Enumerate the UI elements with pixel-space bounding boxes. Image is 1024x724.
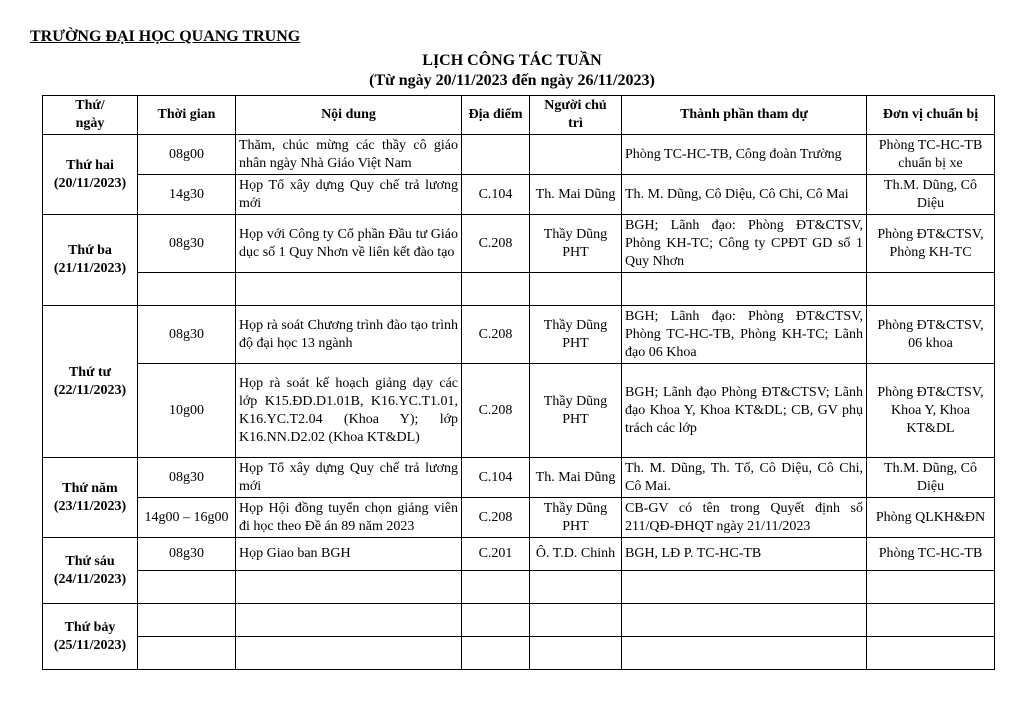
col-host-header: Người chủ trì xyxy=(530,96,622,135)
time-cell: 08g30 xyxy=(138,306,236,364)
time-cell: 14g00 – 16g00 xyxy=(138,498,236,538)
content-cell: Họp với Công ty Cổ phần Đầu tư Giáo dục số 1 Quy Nhơn về liên kết đào tạo xyxy=(236,215,462,273)
empty-cell xyxy=(138,571,236,604)
prep-cell: Th.M. Dũng, Cô Diệu xyxy=(867,175,995,215)
content-cell: Họp rà soát Chương trình đào tạo trình độ đại học 13 ngành xyxy=(236,306,462,364)
empty-cell xyxy=(462,604,530,637)
time-cell: 08g00 xyxy=(138,135,236,175)
day-cell: Thứ ba (21/11/2023) xyxy=(43,215,138,306)
participants-cell: BGH, LĐ P. TC-HC-TB xyxy=(622,538,867,571)
empty-cell xyxy=(622,637,867,670)
table-row xyxy=(43,215,995,273)
prep-cell: Th.M. Dũng, Cô Diệu xyxy=(867,458,995,498)
empty-row xyxy=(43,273,995,306)
table-row xyxy=(43,538,995,571)
day-cell: Thứ tư (22/11/2023) xyxy=(43,306,138,458)
table-header-row xyxy=(43,96,995,135)
empty-row xyxy=(43,637,995,670)
participants-cell: Phòng TC-HC-TB, Công đoàn Trường xyxy=(622,135,867,175)
empty-cell xyxy=(236,604,462,637)
content-cell: Họp Tổ xây dựng Quy chế trả lương mới xyxy=(236,175,462,215)
place-cell: C.104 xyxy=(462,458,530,498)
place-cell xyxy=(462,135,530,175)
day-cell: Thứ hai (20/11/2023) xyxy=(43,135,138,215)
table-row xyxy=(43,306,995,364)
empty-cell xyxy=(867,604,995,637)
col-participants-header: Thành phần tham dự xyxy=(622,96,867,135)
empty-cell xyxy=(138,604,236,637)
day-cell: Thứ bảy (25/11/2023) xyxy=(43,604,138,670)
col-prep-header: Đơn vị chuẩn bị xyxy=(867,96,995,135)
content-cell: Họp Giao ban BGH xyxy=(236,538,462,571)
empty-cell xyxy=(622,571,867,604)
place-cell: C.208 xyxy=(462,215,530,273)
empty-cell xyxy=(867,273,995,306)
host-cell: Thầy Dũng PHT xyxy=(530,215,622,273)
empty-cell xyxy=(867,637,995,670)
empty-cell xyxy=(138,637,236,670)
host-cell: Thầy Dũng PHT xyxy=(530,364,622,458)
time-cell: 08g30 xyxy=(138,458,236,498)
empty-cell xyxy=(530,571,622,604)
table-row xyxy=(43,175,995,215)
page-title: LỊCH CÔNG TÁC TUẦN xyxy=(422,52,602,69)
empty-cell xyxy=(530,273,622,306)
host-cell: Th. Mai Dũng xyxy=(530,175,622,215)
empty-cell xyxy=(622,273,867,306)
day-cell: Thứ sáu (24/11/2023) xyxy=(43,538,138,604)
empty-row xyxy=(43,571,995,604)
col-place-header: Địa điểm xyxy=(462,96,530,135)
empty-cell xyxy=(462,273,530,306)
prep-cell: Phòng TC-HC-TB chuẩn bị xe xyxy=(867,135,995,175)
empty-cell xyxy=(530,604,622,637)
prep-cell: Phòng ĐT&CTSV, Khoa Y, Khoa KT&DL xyxy=(867,364,995,458)
host-cell: Th. Mai Dũng xyxy=(530,458,622,498)
time-cell: 08g30 xyxy=(138,538,236,571)
host-cell xyxy=(530,135,622,175)
col-time-header: Thời gian xyxy=(138,96,236,135)
empty-cell xyxy=(867,571,995,604)
empty-cell xyxy=(622,604,867,637)
participants-cell: BGH; Lãnh đạo: Phòng ĐT&CTSV, Phòng TC-HC-TB, Phòng KH-TC; Lãnh đạo 06 Khoa xyxy=(622,306,867,364)
time-cell: 14g30 xyxy=(138,175,236,215)
participants-cell: BGH; Lãnh đạo Phòng ĐT&CTSV; Lãnh đạo Khoa Y, Khoa KT&DL; CB, GV phụ trách các lớp xyxy=(622,364,867,458)
host-cell: Thầy Dũng PHT xyxy=(530,306,622,364)
host-cell: Thầy Dũng PHT xyxy=(530,498,622,538)
empty-cell xyxy=(462,637,530,670)
table-row xyxy=(43,604,995,637)
participants-cell: BGH; Lãnh đạo: Phòng ĐT&CTSV, Phòng KH-TC; Công ty CPĐT GD số 1 Quy Nhơn xyxy=(622,215,867,273)
page-subtitle: (Từ ngày 20/11/2023 đến ngày 26/11/2023) xyxy=(369,72,655,89)
prep-cell: Phòng ĐT&CTSV, 06 khoa xyxy=(867,306,995,364)
empty-cell xyxy=(236,571,462,604)
day-cell: Thứ năm (23/11/2023) xyxy=(43,458,138,538)
table-row xyxy=(43,458,995,498)
participants-cell: Th. M. Dũng, Th. Tố, Cô Diệu, Cô Chi, Cô Mai. xyxy=(622,458,867,498)
empty-cell xyxy=(236,637,462,670)
participants-cell: Th. M. Dũng, Cô Diệu, Cô Chi, Cô Mai xyxy=(622,175,867,215)
time-cell: 08g30 xyxy=(138,215,236,273)
prep-cell: Phòng QLKH&ĐN xyxy=(867,498,995,538)
place-cell: C.104 xyxy=(462,175,530,215)
place-cell: C.201 xyxy=(462,538,530,571)
school-name: TRƯỜNG ĐẠI HỌC QUANG TRUNG xyxy=(30,28,301,45)
table-row xyxy=(43,364,995,458)
host-cell: Ô. T.D. Chinh xyxy=(530,538,622,571)
content-cell: Họp Hội đồng tuyển chọn giảng viên đi học theo Đề án 89 năm 2023 xyxy=(236,498,462,538)
content-cell: Họp rà soát kế hoạch giảng dạy các lớp K15.ĐD.D1.01B, K16.YC.T1.01, K16.YC.T2.04 (Khoa Y); lớp K16.NN.D2.02 (Khoa KT&DL) xyxy=(236,364,462,458)
table-row xyxy=(43,135,995,175)
col-day-header: Thứ/ ngày xyxy=(43,96,138,135)
place-cell: C.208 xyxy=(462,364,530,458)
prep-cell: Phòng TC-HC-TB xyxy=(867,538,995,571)
schedule-table xyxy=(42,95,995,670)
content-cell: Họp Tổ xây dựng Quy chế trả lương mới xyxy=(236,458,462,498)
empty-cell xyxy=(462,571,530,604)
empty-cell xyxy=(138,273,236,306)
col-content-header: Nội dung xyxy=(236,96,462,135)
content-cell: Thăm, chúc mừng các thầy cô giáo nhân ngày Nhà Giáo Việt Nam xyxy=(236,135,462,175)
place-cell: C.208 xyxy=(462,306,530,364)
participants-cell: CB-GV có tên trong Quyết định số 211/QĐ-ĐHQT ngày 21/11/2023 xyxy=(622,498,867,538)
empty-cell xyxy=(236,273,462,306)
table-row xyxy=(43,498,995,538)
time-cell: 10g00 xyxy=(138,364,236,458)
prep-cell: Phòng ĐT&CTSV, Phòng KH-TC xyxy=(867,215,995,273)
place-cell: C.208 xyxy=(462,498,530,538)
empty-cell xyxy=(530,637,622,670)
